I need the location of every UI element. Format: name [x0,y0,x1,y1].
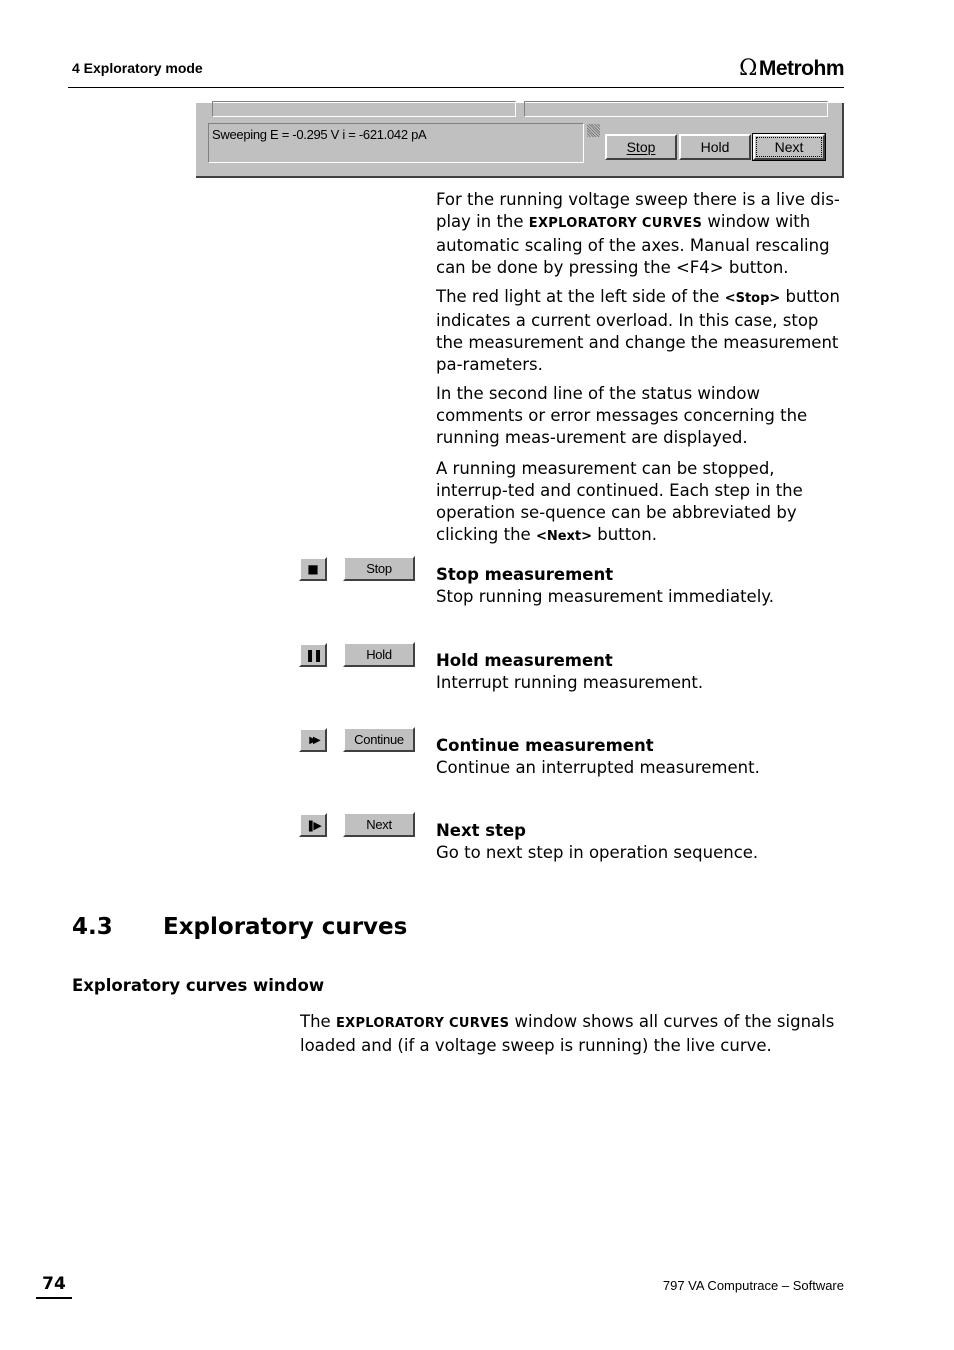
next-button-sample[interactable]: Next [343,812,415,837]
omega-icon: Ω [739,56,757,81]
status-window-screenshot [196,103,844,178]
section-number: 4.3 [72,914,113,940]
status-field-top-left [212,101,516,117]
pause-icon[interactable]: ❚❚ [299,643,327,667]
status-field-top-right [524,101,828,117]
paragraph-running-measurement: A running measurement can be stopped, interrup-ted and continued. Each step in the operation se-quence can be abbreviated by clicking the <Next> button. [436,459,803,544]
stop-icon[interactable]: ■ [299,557,327,581]
hold-measurement-title: Hold measurement [436,651,613,670]
page-number: 74 [36,1271,72,1299]
paragraph-red-light: The red light at the left side of the <Stop> button indicates a current overload. In this case, stop the measurement and change the measurement pa-rameters. [436,287,840,374]
next-step-desc: Go to next step in operation sequence. [436,843,759,862]
paragraph-exploratory-window: The EXPLORATORY CURVES window shows all curves of the signals loaded and (if a voltage sweep is running) the live curve. [300,1012,835,1055]
overload-light-icon [587,124,600,137]
continue-measurement-title: Continue measurement [436,736,654,755]
hold-button[interactable]: Hold [679,134,751,160]
hold-button-sample[interactable]: Hold [343,642,415,667]
step-forward-icon[interactable]: ❚▶ [299,813,327,837]
status-message-field [208,123,584,163]
subsection-title: Exploratory curves window [72,976,325,995]
chapter-header: 4 Exploratory mode [72,60,203,76]
footer-product: 797 VA Computrace – Software [662,1278,844,1293]
section-title: Exploratory curves [163,914,408,940]
hold-measurement-desc: Interrupt running measurement. [436,673,704,692]
stop-measurement-title: Stop measurement [436,565,614,584]
fast-forward-icon[interactable]: ▶▶ [299,728,327,752]
continue-measurement-desc: Continue an interrupted measurement. [436,758,760,777]
stop-button[interactable]: Stop [605,134,677,160]
metrohm-logo [739,56,844,81]
stop-button-sample[interactable]: Stop [343,556,415,581]
stop-measurement-desc: Stop running measurement immediately. [436,587,774,606]
logo-text: Metrohm [758,56,844,80]
paragraph-live-display: For the running voltage sweep there is a live dis-play in the EXPLORATORY CURVES window with automatic scaling of the axes. Manual rescaling can be done by pressing the <F4> button. [436,190,840,277]
next-button[interactable]: Next [753,134,825,160]
next-step-title: Next step [436,821,526,840]
status-message: Sweeping E = -0.295 V i = -621.042 pA [212,127,427,142]
continue-button-sample[interactable]: Continue [343,727,415,752]
header-rule [68,87,844,88]
paragraph-status-window: In the second line of the status window comments or error messages concerning the running meas-urement are displayed. [436,384,808,447]
